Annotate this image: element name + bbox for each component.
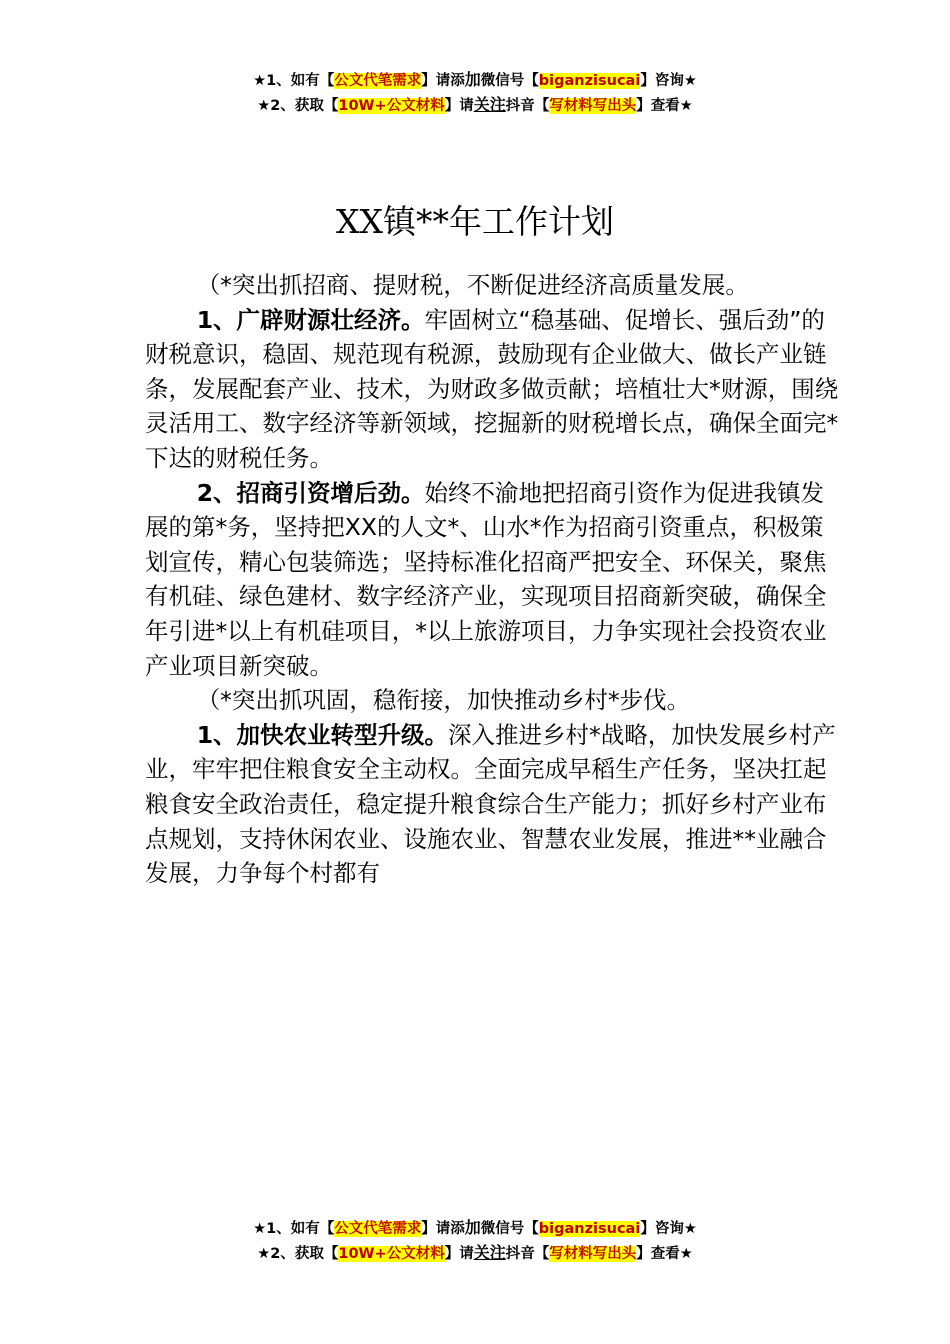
promo-wechat-id: biganzisucai bbox=[538, 73, 641, 89]
promo-douyin-account: 写材料写出头 bbox=[549, 1246, 637, 1262]
document-title: XX镇**年工作计划 bbox=[336, 202, 614, 242]
promo-douyin-account: 写材料写出头 bbox=[549, 98, 637, 114]
paragraph-lead: 2、招商引资增后劲。 bbox=[196, 478, 425, 507]
promo-line-1: ★1、如有【公文代笔需求】请添加微信号【biganzisucai】咨询★ bbox=[253, 70, 697, 89]
section-heading: （*突出抓巩固，稳衔接，加快推动乡村*步伐。 bbox=[196, 686, 691, 715]
promo-line-2: ★2、获取【10W+公文材料】请关注抖音【写材料写出头】查看★ bbox=[257, 95, 693, 114]
promo-wechat-id: biganzisucai bbox=[538, 1221, 641, 1237]
document-body bbox=[145, 268, 845, 891]
promo-line-2: ★2、获取【10W+公文材料】请关注抖音【写材料写出头】查看★ bbox=[257, 1243, 693, 1262]
paragraph-lead: 1、加快农业转型升级。 bbox=[196, 720, 449, 749]
section-heading: （*突出抓招商、提财税，不断促进经济高质量发展。 bbox=[196, 271, 749, 299]
body-paragraph: 2、招商引资增后劲。始终不渝地把招商引资作为促进我镇发展的第*务，坚持把XX的人文*、山水*作为招商引资重点，积极策划宣传，精心包装筛选；坚持标准化招商严把安全、环保关，聚焦有机硅、绿色建材、数字经济产业，实现项目招商新突破，确保全年引进*以上有机硅项目，*以上旅游项目，力争实现社会投资农业产业项目新突破。 bbox=[145, 478, 827, 680]
header-promo-banner bbox=[0, 68, 950, 118]
promo-highlight: 公文代笔需求 bbox=[334, 73, 422, 89]
promo-highlight: 10W+公文材料 bbox=[338, 1246, 445, 1262]
promo-highlight: 公文代笔需求 bbox=[334, 1221, 422, 1237]
paragraph-lead: 1、广辟财源壮经济。 bbox=[196, 305, 425, 334]
promo-highlight: 10W+公文材料 bbox=[338, 98, 445, 114]
body-paragraph: 1、广辟财源壮经济。牢固树立“稳基础、促增长、强后劲”的财税意识，稳固、规范现有税源，鼓励现有企业做大、做长产业链条，发展配套产业、技术，为财政多做贡献；培植壮大*财源，围绕灵活用工、数字经济等新领域，挖掘新的财税增长点，确保全面完*下达的财税任务。 bbox=[145, 305, 839, 472]
footer-promo-banner bbox=[0, 1216, 950, 1266]
body-paragraph: 1、加快农业转型升级。深入推进乡村*战略，加快发展乡村产业，牢牢把住粮食安全主动权。全面完成早稻生产任务，坚决扛起粮食安全政治责任，稳定提升粮食综合生产能力；抓好乡村产业布点规划，支持休闲农业、设施农业、智慧农业发展，推进**业融合发展，力争每个村都有 bbox=[145, 720, 836, 888]
promo-line-1: ★1、如有【公文代笔需求】请添加微信号【biganzisucai】咨询★ bbox=[253, 1218, 697, 1237]
